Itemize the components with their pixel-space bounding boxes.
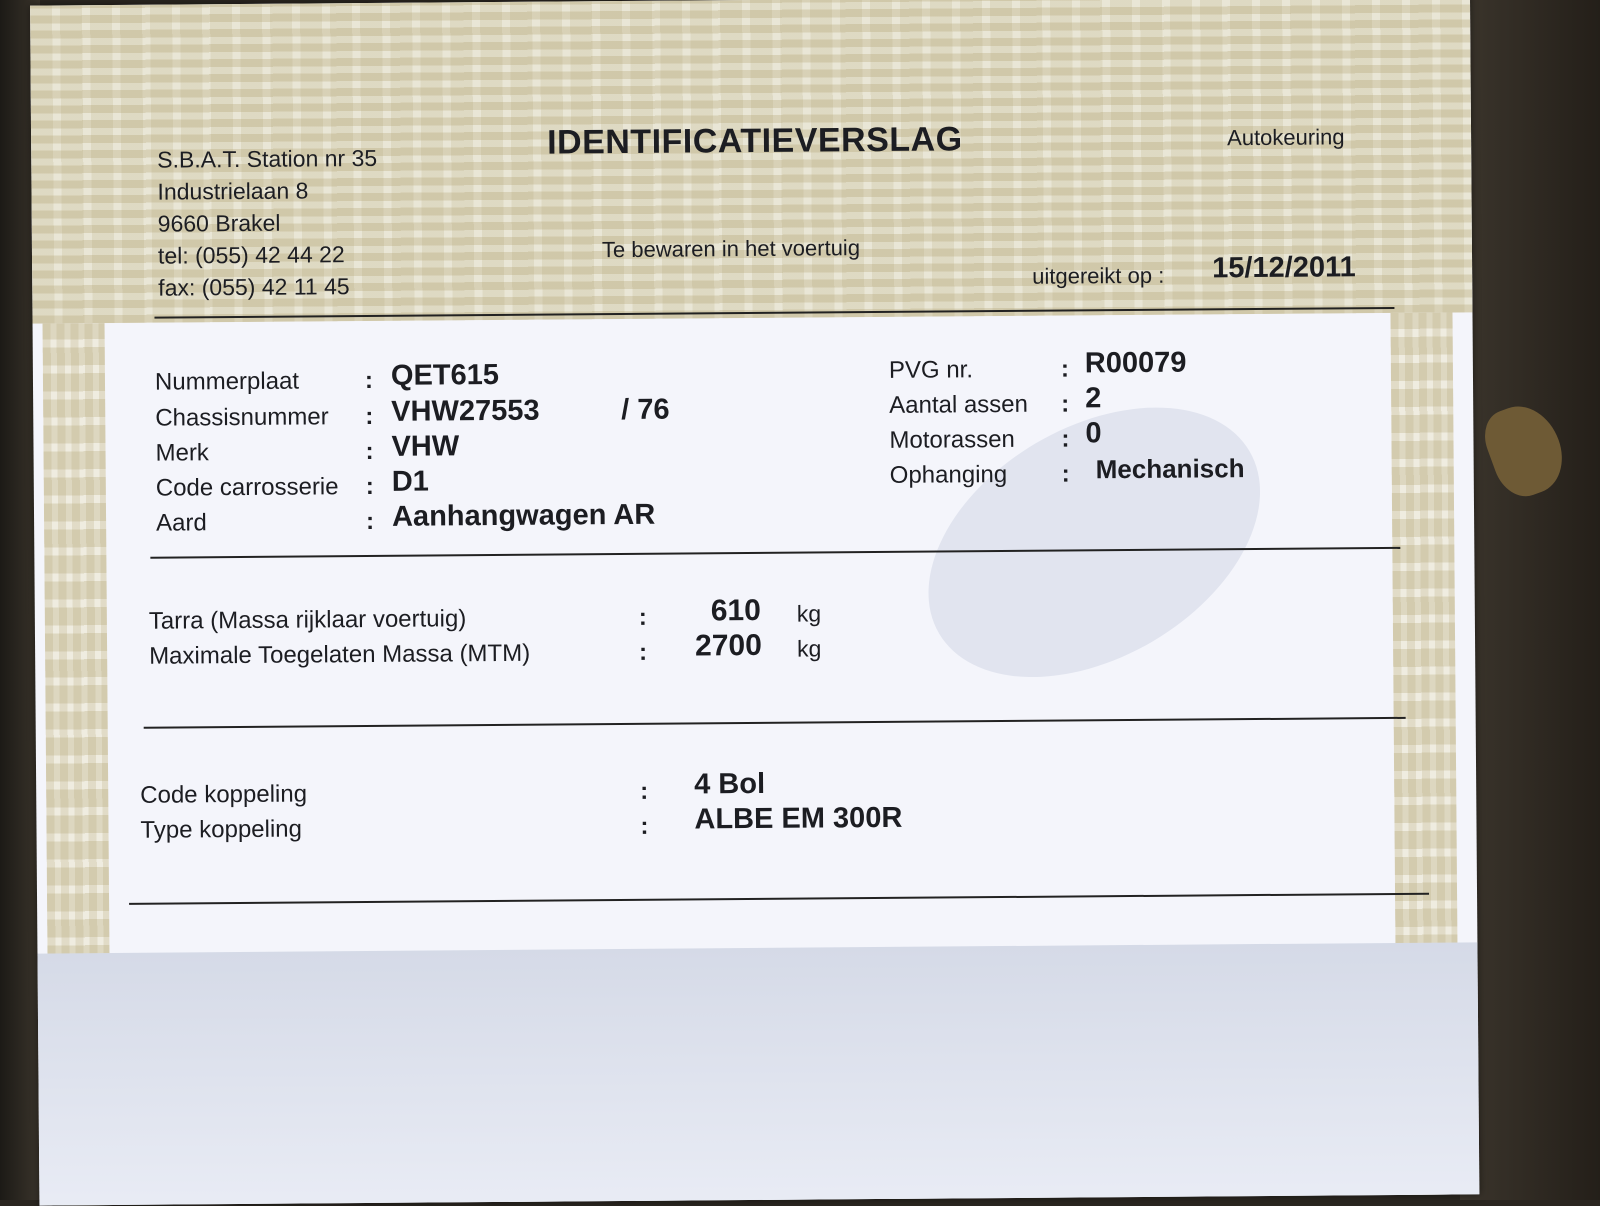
chassis-suffix: / 76 bbox=[621, 393, 670, 427]
mtm-unit: kg bbox=[796, 635, 822, 662]
coupling-type-value: ALBE EM 300R bbox=[694, 801, 903, 836]
keep-in-vehicle-note: Te bewaren in het voertuig bbox=[601, 235, 861, 263]
coupling-code-value: 4 Bol bbox=[694, 767, 766, 801]
pvg-value: R00079 bbox=[1084, 346, 1187, 380]
axles-value: 2 bbox=[1085, 382, 1102, 415]
station-fax: fax: (055) 42 11 45 bbox=[158, 273, 350, 301]
colon: : bbox=[639, 638, 648, 666]
document-title: IDENTIFICATIEVERSLAG bbox=[546, 120, 963, 162]
make-label: Merk bbox=[155, 439, 209, 467]
colon: : bbox=[1061, 425, 1070, 453]
station-line: S.B.A.T. Station nr 35 bbox=[157, 144, 378, 173]
station-address: Industrielaan 8 bbox=[157, 177, 309, 205]
suspension-value: Mechanisch bbox=[1095, 453, 1245, 485]
issued-label: uitgereikt op : bbox=[1032, 262, 1165, 289]
station-city: 9660 Brakel bbox=[157, 209, 281, 237]
station-tel: tel: (055) 42 44 22 bbox=[157, 241, 345, 269]
colon: : bbox=[365, 437, 374, 466]
tare-label: Tarra (Massa rijklaar voertuig) bbox=[148, 605, 467, 635]
kind-label: Aard bbox=[155, 509, 207, 537]
colon: : bbox=[365, 402, 374, 431]
colon: : bbox=[365, 507, 375, 536]
background-surface-right bbox=[1460, 0, 1600, 1200]
body-code-label: Code carrosserie bbox=[155, 473, 339, 502]
body-code-value: D1 bbox=[391, 465, 429, 498]
axles-label: Aantal assen bbox=[889, 390, 1029, 419]
pvg-label: PVG nr. bbox=[888, 356, 974, 384]
colon: : bbox=[640, 777, 649, 805]
colon: : bbox=[640, 812, 649, 840]
identification-report-document bbox=[30, 0, 1479, 1206]
colon: : bbox=[638, 603, 647, 631]
category-label: Autokeuring bbox=[1226, 124, 1345, 151]
colon: : bbox=[1061, 390, 1070, 418]
colon: : bbox=[365, 472, 374, 501]
tare-value: 610 bbox=[710, 593, 761, 628]
tare-unit: kg bbox=[796, 600, 822, 627]
coupling-type-label: Type koppeling bbox=[140, 815, 303, 844]
plate-label: Nummerplaat bbox=[154, 367, 300, 396]
kind-value: Aanhangwagen AR bbox=[391, 498, 656, 533]
mtm-value: 2700 bbox=[694, 628, 762, 663]
motor-axles-label: Motorassen bbox=[889, 425, 1015, 454]
make-value: VHW bbox=[391, 430, 460, 463]
plate-value: QET615 bbox=[390, 358, 500, 392]
coupling-code-label: Code koppeling bbox=[140, 780, 308, 809]
issued-date: 15/12/2011 bbox=[1211, 251, 1356, 285]
mtm-label: Maximale Toegelaten Massa (MTM) bbox=[149, 639, 531, 670]
colon: : bbox=[1060, 355, 1070, 383]
mass-section-divider bbox=[144, 717, 1406, 729]
coupling-section-divider bbox=[129, 893, 1429, 905]
chassis-value: VHW27553 bbox=[391, 394, 540, 428]
chassis-label: Chassisnummer bbox=[155, 403, 329, 432]
colon: : bbox=[1061, 460, 1070, 488]
suspension-label: Ophanging bbox=[889, 460, 1008, 489]
paper-fold bbox=[37, 942, 1479, 1205]
colon: : bbox=[364, 366, 374, 395]
motor-axles-value: 0 bbox=[1085, 417, 1102, 450]
